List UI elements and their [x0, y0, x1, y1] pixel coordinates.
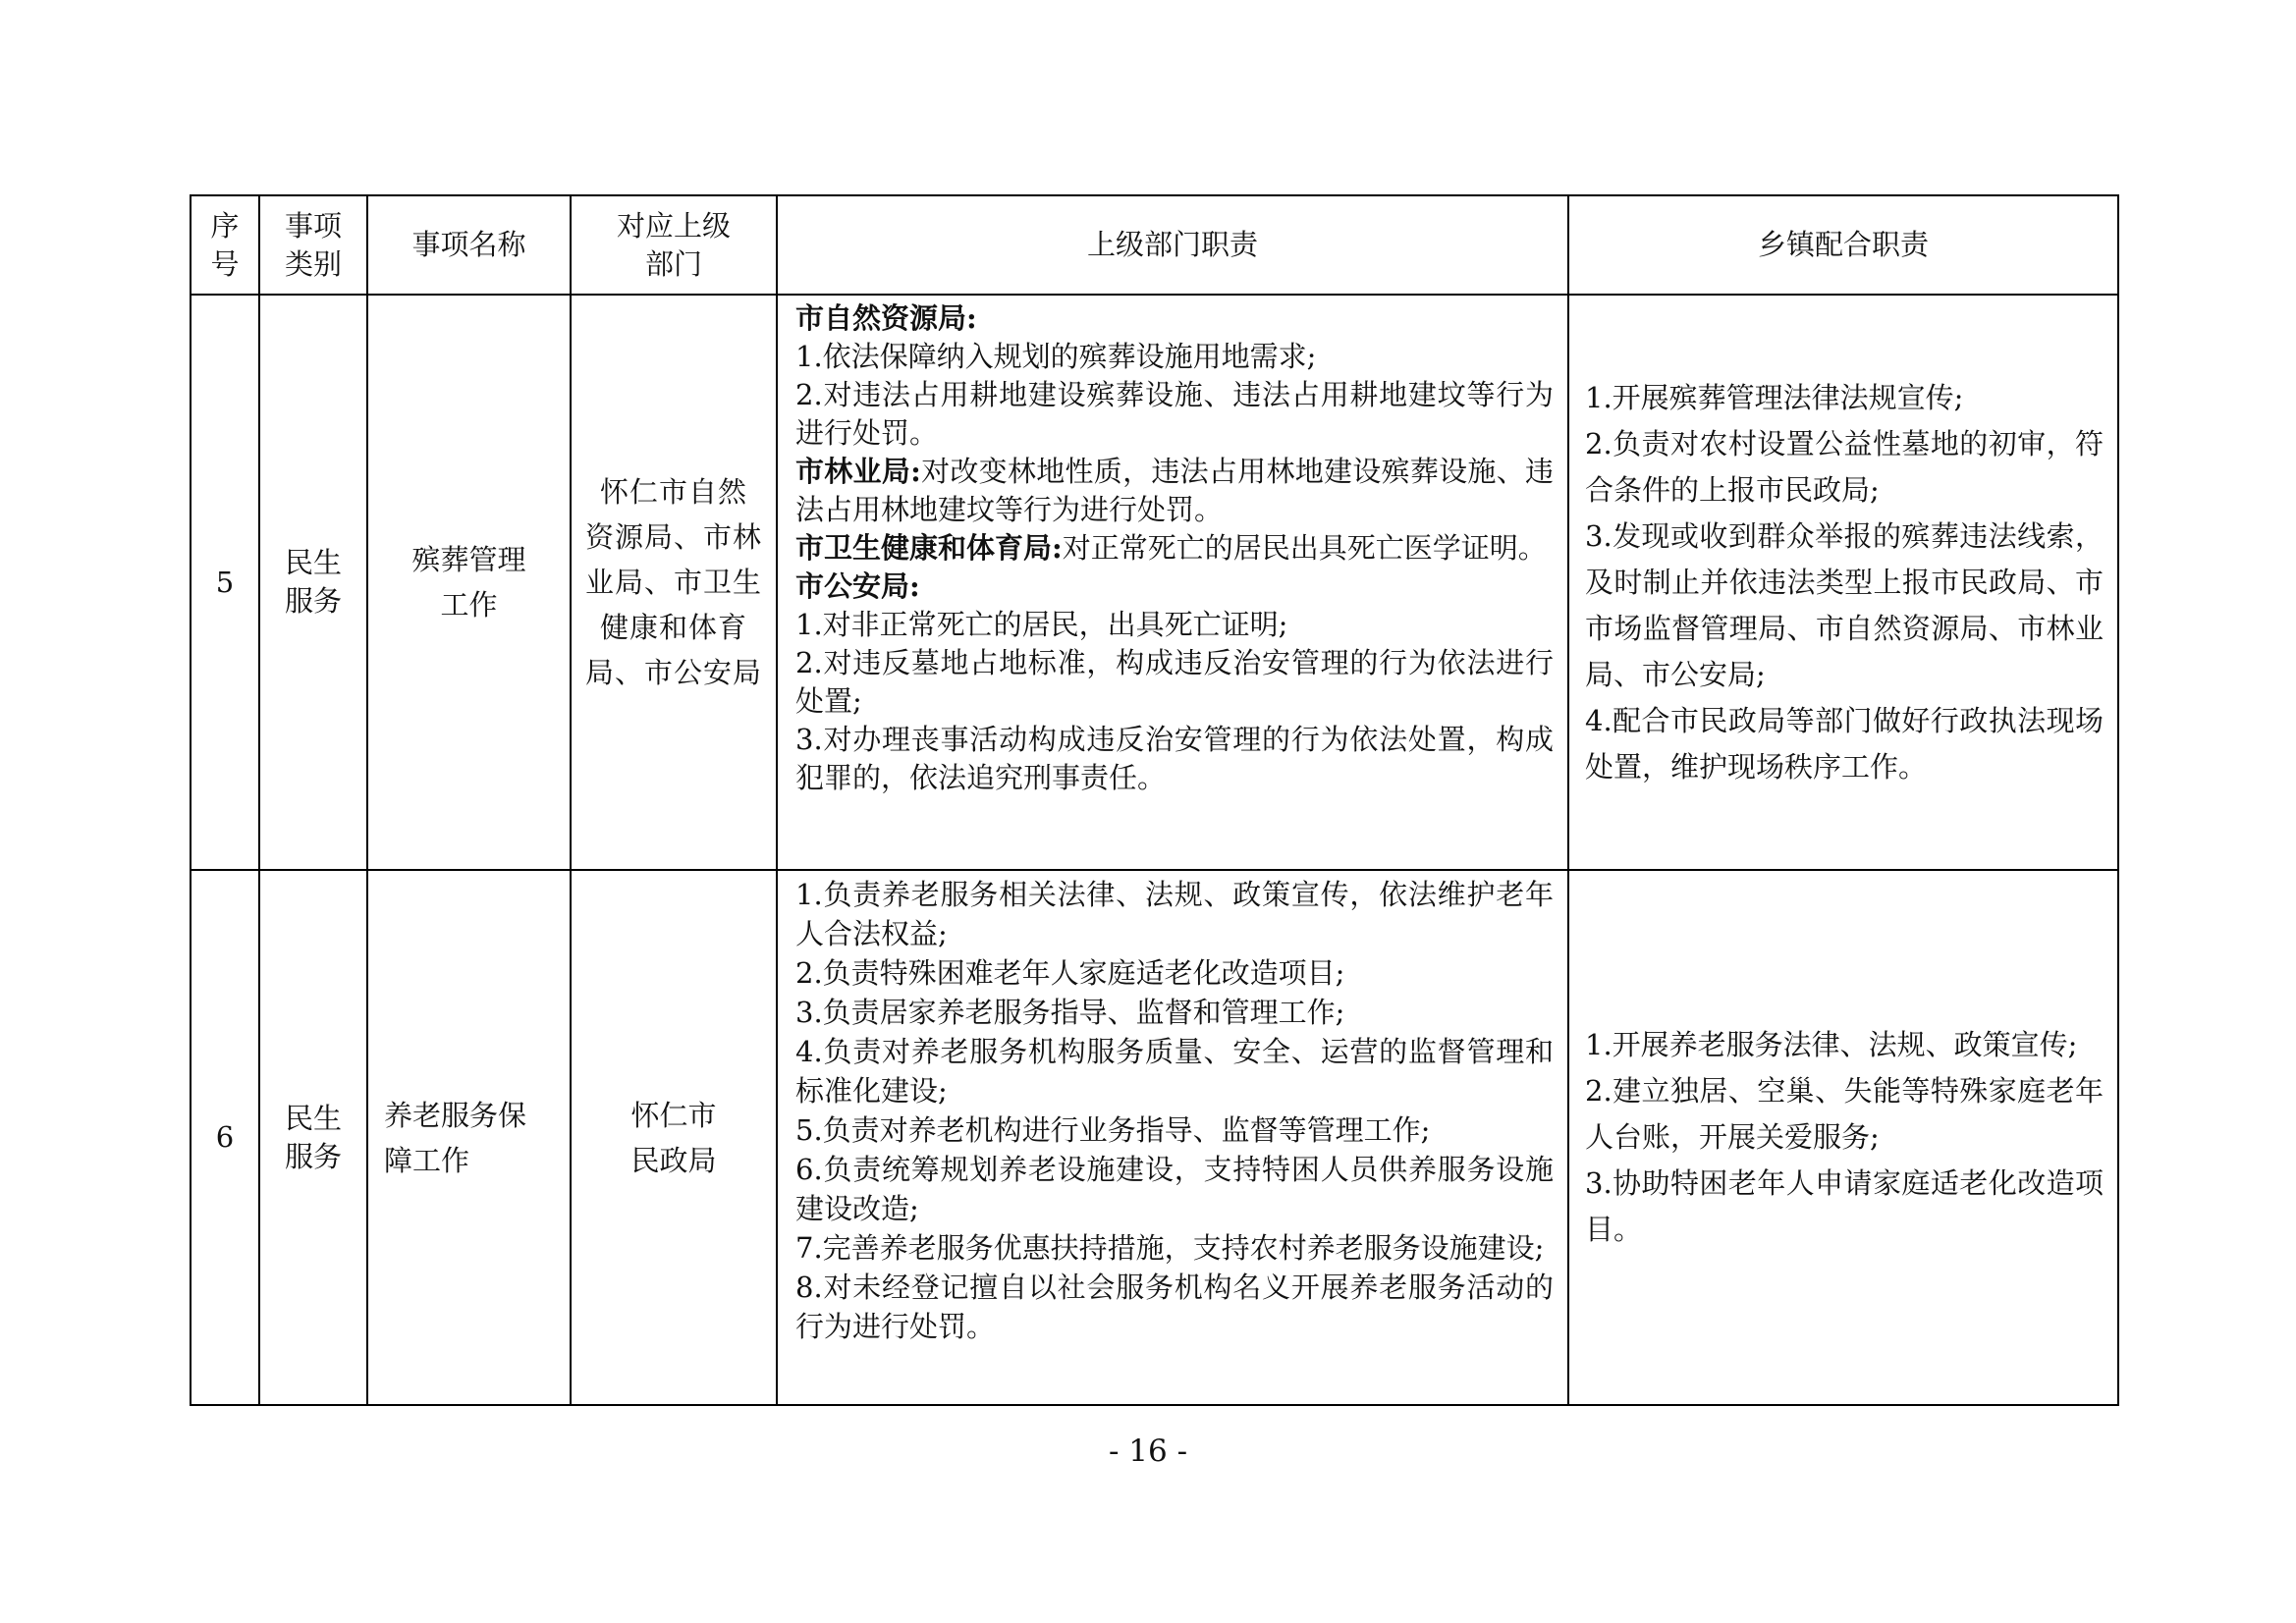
row-category-line: 服务	[284, 1139, 342, 1173]
table-row	[191, 870, 2118, 1405]
row-category	[259, 870, 367, 1405]
header-upper-duty: 上级部门职责	[777, 195, 1568, 295]
row-upper-duty	[777, 295, 1568, 870]
header-category-line: 类别	[284, 246, 342, 281]
row-name	[367, 295, 571, 870]
town-duty-item: 1.开展养老服务法律、法规、政策宣传;	[1585, 1028, 2078, 1061]
header-index-line: 序	[210, 208, 240, 243]
header-category	[259, 195, 367, 295]
row-index: 5	[191, 295, 259, 870]
row-name-line: 障工作	[384, 1143, 470, 1177]
dept-heading: 市自然资源局:	[795, 301, 977, 335]
row-dept-line: 业局、市卫生	[584, 566, 762, 599]
row-category-line: 民生	[284, 546, 342, 579]
row-dept	[571, 295, 777, 870]
duty-forestry	[795, 453, 1554, 529]
row-name-line: 殡葬管理	[411, 543, 526, 576]
town-duty-item: 4.配合市民政局等部门做好行政执法现场处置，维护现场秩序工作。	[1585, 703, 2104, 784]
row-category-line: 服务	[284, 584, 342, 618]
table-header-row	[191, 195, 2118, 295]
dept-heading: 市公安局:	[795, 569, 920, 603]
row-upper-duty	[777, 870, 1568, 1405]
town-duty-item: 1.开展殡葬管理法律法规宣传;	[1585, 380, 1964, 414]
header-index	[191, 195, 259, 295]
row-index: 6	[191, 870, 259, 1405]
duty-text: 对改变林地性质，违法占用林地建设殡葬设施、违法占用林地建坟等行为进行处罚。	[795, 455, 1554, 526]
row-dept	[571, 870, 777, 1405]
town-duty-item: 2.建立独居、空巢、失能等特殊家庭老年人台账，开展关爱服务;	[1585, 1074, 2104, 1154]
duty-text: 对正常死亡的居民出具死亡医学证明。	[1062, 531, 1547, 565]
duty-police	[795, 568, 1554, 797]
row-dept-line: 怀仁市	[630, 1098, 717, 1132]
dept-heading: 市卫生健康和体育局:	[795, 531, 1063, 565]
dept-heading: 市林业局:	[795, 455, 921, 488]
header-dept-line: 对应上级	[616, 208, 731, 243]
town-duty-item: 2.负责对农村设置公益性墓地的初审，符合条件的上报市民政局;	[1585, 426, 2104, 507]
row-dept-line: 怀仁市自然	[599, 475, 747, 509]
town-duty-item: 3.协助特困老年人申请家庭适老化改造项目。	[1585, 1166, 2104, 1246]
duty-item: 2.对违反墓地占地标准，构成违反治安管理的行为依法进行处置;	[795, 646, 1554, 718]
duty-health	[795, 529, 1554, 568]
row-dept-line: 民政局	[630, 1143, 717, 1177]
row-name	[367, 870, 571, 1405]
duty-table	[190, 194, 2119, 1406]
header-town-duty: 乡镇配合职责	[1568, 195, 2118, 295]
duty-item: 5.负责对养老机构进行业务指导、监督等管理工作;	[795, 1113, 1431, 1147]
row-dept-line: 局、市公安局	[584, 656, 762, 689]
row-name-line: 养老服务保	[384, 1098, 527, 1132]
row-category	[259, 295, 367, 870]
header-dept-line: 部门	[644, 246, 702, 281]
duty-item: 8.对未经登记擅自以社会服务机构名义开展养老服务活动的行为进行处罚。	[795, 1271, 1554, 1343]
row-town-duty	[1568, 295, 2118, 870]
table-row	[191, 295, 2118, 870]
row-category-line: 民生	[284, 1101, 342, 1135]
duty-item: 7.完善养老服务优惠扶持措施，支持农村养老服务设施建设;	[795, 1231, 1545, 1265]
duty-item: 2.对违法占用耕地建设殡葬设施、违法占用耕地建坟等行为进行处罚。	[795, 378, 1554, 450]
duty-item: 1.负责养老服务相关法律、法规、政策宣传，依法维护老年人合法权益;	[795, 878, 1554, 950]
page-number: - 16 -	[1108, 1434, 1188, 1469]
duty-item: 1.依法保障纳入规划的殡葬设施用地需求;	[795, 340, 1317, 373]
row-dept-line: 资源局、市林	[584, 520, 762, 554]
header-category-line: 事项	[284, 208, 342, 243]
header-name: 事项名称	[367, 195, 571, 295]
row-name-line: 工作	[440, 588, 498, 622]
duty-item: 3.对办理丧事活动构成违反治安管理的行为依法处置，构成犯罪的，依法追究刑事责任。	[795, 723, 1554, 794]
header-dept	[571, 195, 777, 295]
duty-natural-resources	[795, 299, 1554, 453]
town-duty-item: 3.发现或收到群众举报的殡葬违法线索，及时制止并依违法类型上报市民政局、市市场监督管理局、市自然资源局、市林业局、市公安局;	[1585, 518, 2104, 691]
header-index-line: 号	[210, 246, 240, 281]
row-town-duty	[1568, 870, 2118, 1405]
duty-item: 4.负责对养老服务机构服务质量、安全、运营的监督管理和标准化建设;	[795, 1035, 1554, 1108]
duty-item: 3.负责居家养老服务指导、监督和管理工作;	[795, 996, 1345, 1029]
duty-item: 6.负责统筹规划养老设施建设，支持特困人员供养服务设施建设改造;	[795, 1153, 1554, 1225]
row-dept-line: 健康和体育	[599, 611, 747, 644]
duty-item: 1.对非正常死亡的居民，出具死亡证明;	[795, 608, 1288, 641]
duty-item: 2.负责特殊困难老年人家庭适老化改造项目;	[795, 956, 1345, 990]
